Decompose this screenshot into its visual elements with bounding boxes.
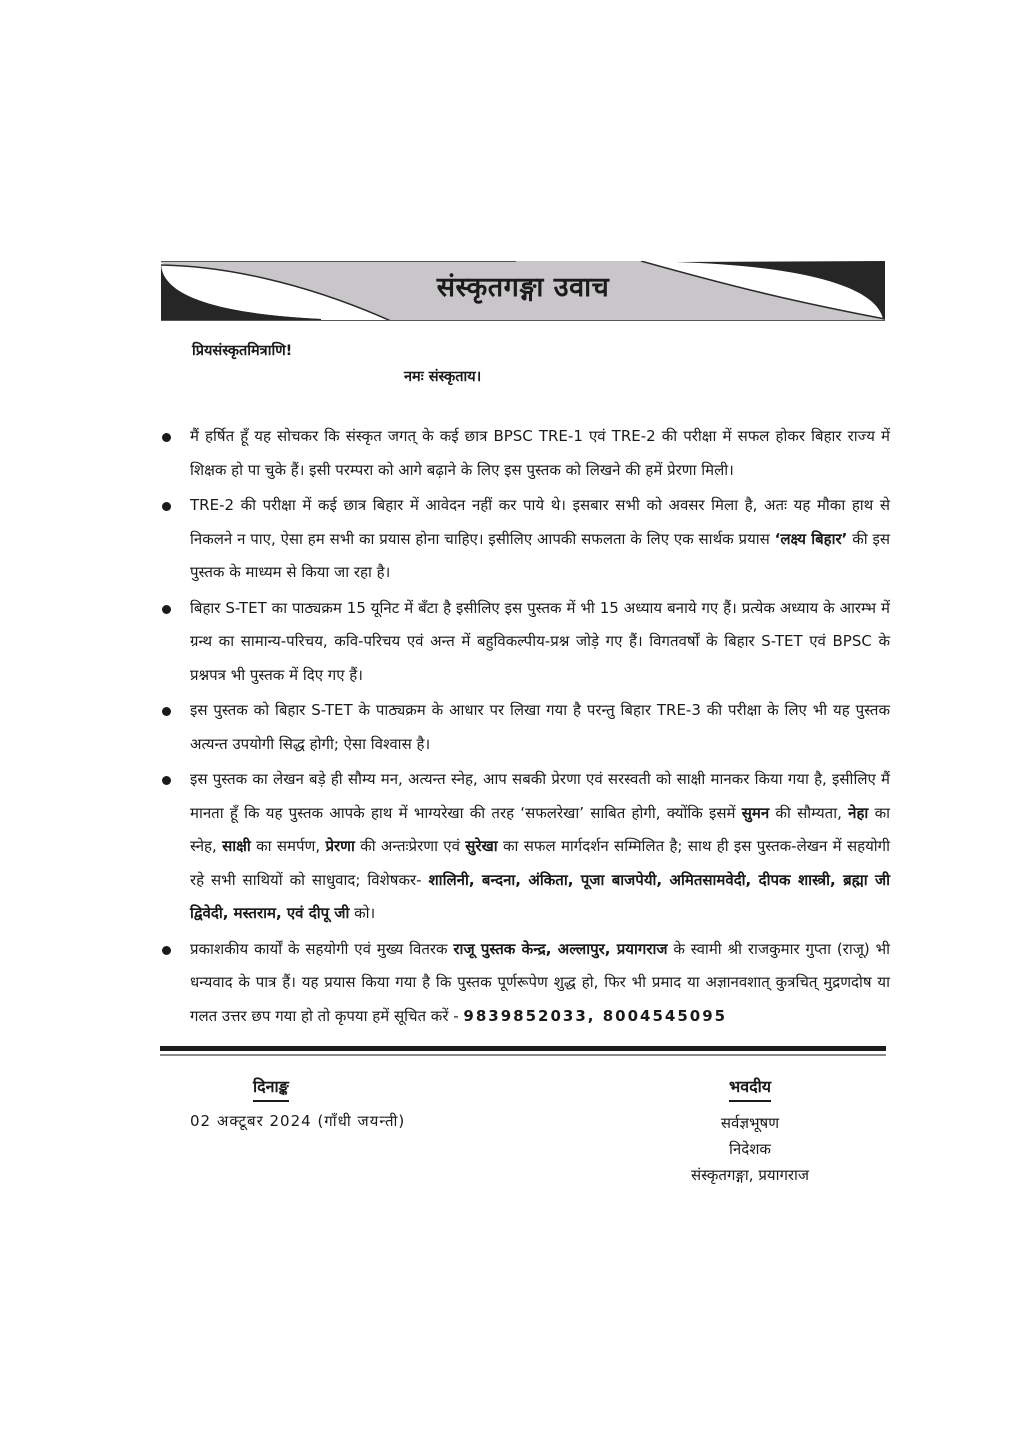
paragraph-text: का सफल मार्गदर्शन सम्मिलित है; साथ ही इस पुस्तक-लेखन में सहयोगी रहे सभी साथियों को साधुवाद; विशेषकर- xyxy=(190,837,891,889)
signature-name: सर्वज्ञभूषण xyxy=(720,1114,780,1132)
paragraph-text: की अन्तःप्रेरणा एवं xyxy=(354,837,466,855)
bullet-dot-icon xyxy=(162,946,171,955)
bullet-paragraph xyxy=(160,489,890,590)
bold-text: नेहा xyxy=(848,803,869,822)
paragraph-text: की सौम्यता, xyxy=(769,803,849,822)
paragraph-text: TRE-2 की परीक्षा में कई छात्र बिहार में आवेदन नहीं कर पाये थे। इसबार सभी को अवसर मिला है, अतः यह मौका हाथ से निकलने न पाए, ऐसा हम सभी का प्रयास होना चाहिए। इसीलिए आपकी सफलता के लिए एक सार्थक प्रयास xyxy=(190,496,890,548)
bullet-dot-icon xyxy=(162,502,171,511)
bold-text: शालिनी, बन्दना, अंकिता, पूजा बाजपेयी, अमितसामवेदी, दीपक शास्त्री, ब्रह्मा जी द्विवेदी, मस्तराम, एवं दीपू जी xyxy=(190,870,891,922)
paragraph-text: का समर्पण, xyxy=(250,837,326,855)
bold-text: साक्षी xyxy=(222,837,251,855)
bullet-paragraph xyxy=(160,694,890,761)
divider-thin xyxy=(160,1054,886,1056)
bullet-dot-icon xyxy=(162,433,171,442)
bullet-dot-icon xyxy=(162,776,171,785)
signature-block xyxy=(640,1075,860,1188)
bold-text: सुरेखा xyxy=(465,837,498,855)
signature-label: भवदीय xyxy=(729,1075,771,1102)
preface-bullet-list xyxy=(160,420,890,1035)
paragraph-text: को। xyxy=(349,904,376,922)
paragraph-text: की इस पुस्तक के माध्यम से किया जा रहा है। xyxy=(190,529,890,581)
date-value: 02 अक्टूबर 2024 (गाँधी जयन्ती) xyxy=(190,1112,406,1130)
paragraph-text: मैं हर्षित हूँ यह सोचकर कि संस्कृत जगत् के कई छात्र BPSC TRE-1 एवं TRE-2 की परीक्षा में सफल होकर बिहार राज्य में शिक्षक हो पा चुके हैं। इसी परम्परा को आगे बढ़ाने के लिए इस पुस्तक को लिखने की हमें प्रेरणा मिली। xyxy=(190,427,890,479)
banner-title: संस्कृतगङ्गा उवाच xyxy=(436,272,610,303)
bullet-paragraph xyxy=(160,592,890,693)
divider-thick xyxy=(160,1046,886,1051)
bullet-dot-icon xyxy=(162,707,171,716)
bold-text: ‘लक्ष्य बिहार’ xyxy=(774,529,848,548)
paragraph-text: का स्नेह, xyxy=(190,803,890,855)
paragraph-text: प्रकाशकीय कार्यों के सहयोगी एवं मुख्य वितरक xyxy=(190,939,454,958)
bold-text: प्रेरणा xyxy=(325,837,355,855)
paragraph-text: इस पुस्तक का लेखन बड़े ही सौम्य मन, अत्यन्त स्नेह, आप सबकी प्रेरणा एवं सरस्वती को साक्षी मानकर किया गया है, इसीलिए मैं मानता हूँ कि यह पुस्तक आपके हाथ में भाग्यरेखा की तरह ‘सफलरेखा’ साबित होगी, क्योंकि इसमें xyxy=(190,770,890,822)
title-banner xyxy=(161,261,885,321)
signature-title: निदेशक xyxy=(729,1140,771,1158)
bold-text: सुमन xyxy=(741,803,770,822)
bold-text: राजू पुस्तक केन्द्र, अल्लापुर, प्रयागराज xyxy=(453,939,668,958)
salutation: प्रियसंस्कृतमित्राणि! xyxy=(192,343,293,359)
contact-phone-numbers: 9839852033, 8004545095 xyxy=(463,1006,728,1025)
bullet-paragraph xyxy=(160,763,890,931)
paragraph-text: बिहार S-TET का पाठ्यक्रम 15 यूनिट में बँटा है इसीलिए इस पुस्तक में भी 15 अध्याय बनाये गए हैं। प्रत्येक अध्याय के आरम्भ में ग्रन्थ का सामान्य-परिचय, कवि-परिचय एवं अन्त में बहुविकल्पीय-प्रश्न जोड़े गए हैं। विगतवर्षों के बिहार S-TET एवं BPSC के प्रश्नपत्र भी पुस्तक में दिए गए हैं। xyxy=(190,598,890,684)
bullet-paragraph xyxy=(160,420,890,487)
paragraph-text: इस पुस्तक को बिहार S-TET के पाठ्यक्रम के आधार पर लिखा गया है परन्तु बिहार TRE-3 की परीक्षा के लिए भी यह पुस्तक अत्यन्त उपयोगी सिद्ध होगी; ऐसा विश्वास है। xyxy=(190,701,890,753)
paragraph-text: के स्वामी श्री राजकुमार गुप्ता (राजू) भी धन्यवाद के पात्र हैं। यह प्रयास किया गया है कि पुस्तक पूर्णरूपेण शुद्ध हो, फिर भी प्रमाद या अज्ञानवशात् कुत्रचित् मुद्रणदोष या गलत उत्तर छप गया हो तो कृपया हमें सूचित करें - xyxy=(190,939,890,1025)
bullet-dot-icon xyxy=(162,605,171,614)
date-label: दिनाङ्क xyxy=(253,1075,289,1102)
greeting: नमः संस्कृताय। xyxy=(404,369,482,385)
bullet-paragraph xyxy=(160,933,890,1034)
signature-organization: संस्कृतगङ्गा, प्रयागराज xyxy=(690,1166,810,1184)
